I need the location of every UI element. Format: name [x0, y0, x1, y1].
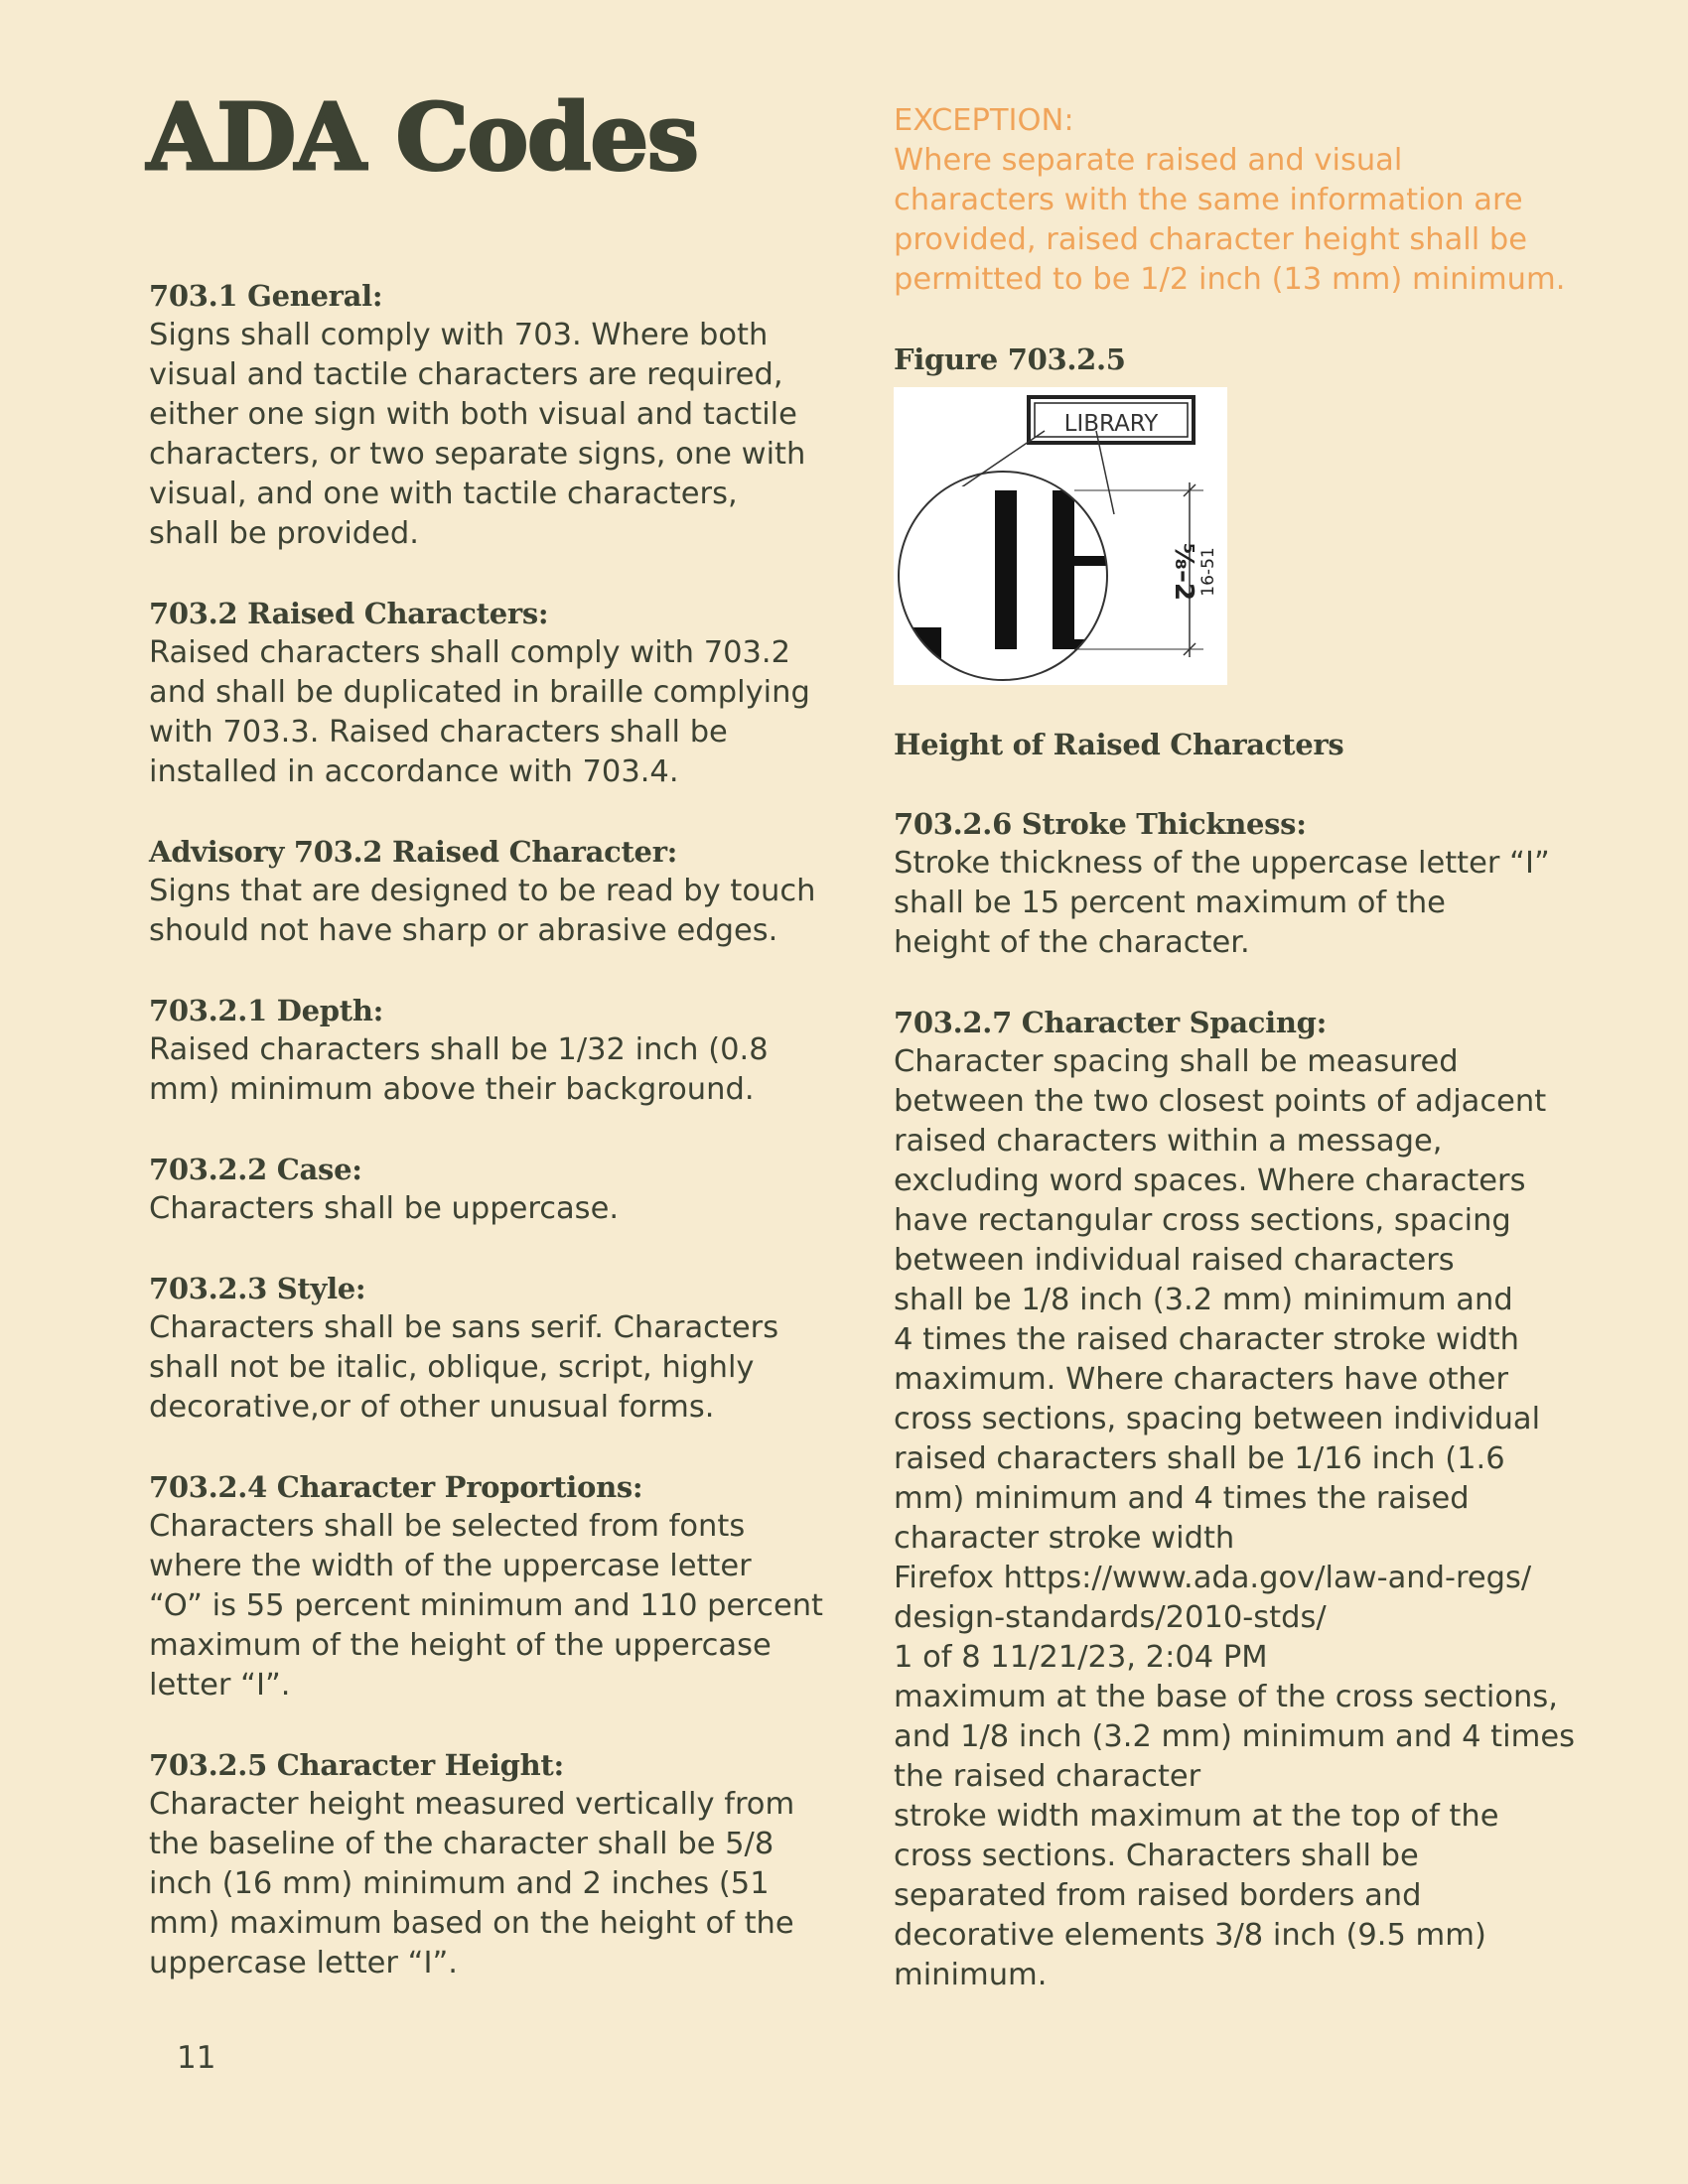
section-body: Character height measured vertically from the baseline of the character shall be 5/8 inch (16 mm) minimum and 2 inches (51 mm) maximum based on the height of the uppercase letter “I”.: [149, 1787, 795, 1980]
exception-block: [894, 101, 1599, 300]
character-height-diagram: [894, 387, 1227, 685]
right-column: [894, 101, 1599, 2035]
dimension-imperial: ⁵⁄₈–2: [1169, 542, 1198, 602]
exception-label: EXCEPTION:: [894, 103, 1074, 138]
section-heading: 703.2.2 Case:: [149, 1153, 362, 1186]
section-general: [149, 276, 854, 554]
section-body: Stroke thickness of the uppercase letter “I” shall be 15 percent maximum of the height of the character.: [894, 846, 1550, 960]
letter-i-stroke: [995, 490, 1017, 649]
section-body: Signs shall comply with 703. Where both visual and tactile characters are required, either one sign with both visual and tactile characters, or two separate signs, one with visual, and one with tactile characters, shall be provided.: [149, 318, 806, 551]
page-number: 11: [177, 2040, 216, 2076]
sign-text: LIBRARY: [1063, 411, 1159, 437]
section-stroke-thickness: [894, 804, 1599, 963]
section-depth: [149, 991, 854, 1110]
figure-image: [894, 387, 1227, 685]
section-heading: 703.2.5 Character Height:: [149, 1748, 564, 1782]
section-proportions: [149, 1467, 854, 1706]
section-character-height: [149, 1745, 854, 1983]
exception-text: Where separate raised and visual characters with the same information are provided, raised character height shall be permitted to be 1/2 inch (13 mm) minimum.: [894, 143, 1566, 297]
section-body: Raised characters shall be 1/32 inch (0.8 mm) minimum above their background.: [149, 1032, 769, 1107]
section-heading: 703.2 Raised Characters:: [149, 597, 549, 630]
section-body: Character spacing shall be measured between the two closest points of adjacent raised characters within a message, excluding word spaces. Where characters have rectangular cross sections, spacing between individual raised characters shall be 1/8 inch (3.2 mm) minimum and 4 times the raised character stroke width maximum. Where characters have other cross sections, spacing between individual raised characters shall be 1/16 inch (1.6 mm) minimum and 4 times the raised character stroke width Firefox https://www.ada.gov/law-and-regs/ design-standards/2010-stds/ 1 of 8 11/21/23, 2:04 PM maximum at the base of the cross sections, and 1/8 inch (3.2 mm) minimum and 4 times the raised character stroke width maximum at the top of the cross sections. Characters shall be separated from raised borders and decorative elements 3/8 inch (9.5 mm) minimum.: [894, 1044, 1575, 1992]
section-body: Characters shall be selected from fonts where the width of the uppercase letter “O” is 55 percent minimum and 110 percent maximum of the height of the uppercase letter “I”.: [149, 1509, 823, 1703]
section-style: [149, 1269, 854, 1428]
section-heading: 703.2.4 Character Proportions:: [149, 1470, 643, 1504]
section-heading: 703.2.6 Stroke Thickness:: [894, 807, 1307, 841]
figure-caption: Height of Raised Characters: [894, 728, 1344, 761]
figure-label: Figure 703.2.5: [894, 342, 1126, 376]
section-raised-characters: [149, 594, 854, 792]
section-heading: 703.1 General:: [149, 279, 383, 313]
section-heading: 703.2.1 Depth:: [149, 994, 384, 1027]
section-heading: 703.2.3 Style:: [149, 1272, 366, 1305]
section-character-spacing: [894, 1003, 1599, 1995]
section-heading: Advisory 703.2 Raised Character:: [149, 835, 678, 869]
section-body: Characters shall be uppercase.: [149, 1191, 620, 1226]
section-heading: 703.2.7 Character Spacing:: [894, 1006, 1328, 1039]
dimension-metric: 16-51: [1198, 547, 1218, 597]
section-body: Signs that are designed to be read by touch should not have sharp or abrasive edges.: [149, 874, 816, 948]
left-column: [149, 276, 854, 2023]
letter-b-stem: [1053, 490, 1074, 649]
page-title: ADA Codes: [147, 83, 698, 191]
section-body: Characters shall be sans serif. Characters shall not be italic, oblique, script, highly decorative,or of other unusual forms.: [149, 1310, 779, 1425]
section-case: [149, 1150, 854, 1229]
section-body: Raised characters shall comply with 703.2 and shall be duplicated in braille complying with 703.3. Raised characters shall be installed in accordance with 703.4.: [149, 635, 810, 789]
section-advisory: [149, 832, 854, 951]
figure-caption-block: [894, 725, 1599, 764]
